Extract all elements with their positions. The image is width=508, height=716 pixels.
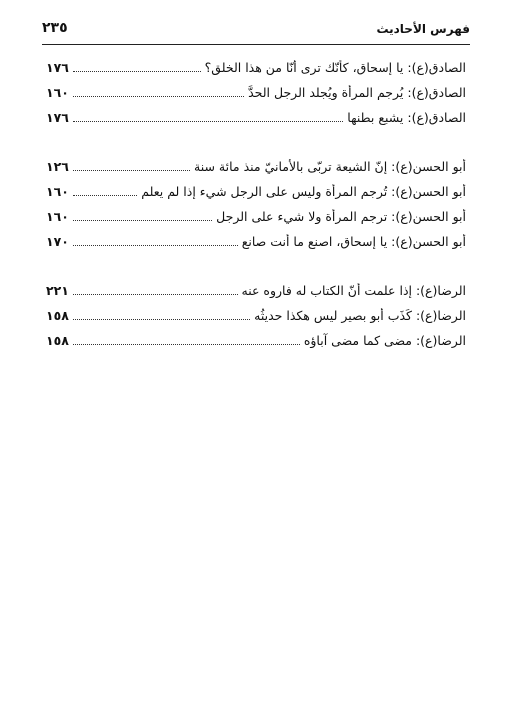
dot-leader <box>73 344 300 345</box>
entry-text: الصادق(ع): يشبع بطنها <box>347 110 466 125</box>
dot-leader <box>73 220 212 221</box>
entry-text: الرضا(ع): إذا علمت أنّ الكتاب له فاروه عنه <box>241 283 466 298</box>
index-entry <box>46 110 466 135</box>
entry-page: ١٧٦ <box>46 110 69 125</box>
page-title: فهرس الأحاديث <box>376 22 470 36</box>
dot-leader <box>73 294 238 295</box>
dot-leader <box>73 71 201 72</box>
entry-text: أبو الحسن(ع): إنّ الشيعة تربّى بالأمانيّ منذ مائة سنة <box>194 159 466 174</box>
index-entry <box>46 60 466 85</box>
index-entry <box>46 85 466 110</box>
entry-page: ١٦٠ <box>46 184 69 199</box>
entry-page: ١٦٠ <box>46 209 69 224</box>
header-rule <box>42 44 470 45</box>
entry-page: ١٥٨ <box>46 333 69 348</box>
entry-text: الرضا(ع): كَذَب أبو بصير ليس هكذا حديثُه <box>254 308 466 323</box>
entry-page: ١٥٨ <box>46 308 69 323</box>
entry-text: الصادق(ع): يا إسحاق، كأنّك ترى أنّا من هذا الخلق؟ <box>204 60 466 75</box>
entry-page: ٢٢١ <box>46 283 69 298</box>
index-entry <box>46 308 466 333</box>
entry-page: ١٦٠ <box>46 85 69 100</box>
entry-text: أبو الحسن(ع): يا إسحاق، اصنع ما أنت صانع <box>241 234 466 249</box>
dot-leader <box>73 96 244 97</box>
index-group-rida <box>46 283 466 358</box>
entry-text: أبو الحسن(ع): تُرجم المرأة وليس على الرجل شيء إذا لم يعلم <box>141 184 466 199</box>
hadith-index <box>46 60 466 382</box>
index-entry <box>46 209 466 234</box>
dot-leader <box>73 121 343 122</box>
index-entry <box>46 234 466 259</box>
index-entry <box>46 283 466 308</box>
entry-page: ١٢٦ <box>46 159 69 174</box>
entry-text: الصادق(ع): يُرجم المرأة ويُجلد الرجل الحدَّ <box>248 85 466 100</box>
page-number: ٢٣٥ <box>42 20 68 36</box>
page-header <box>42 20 470 42</box>
entry-page: ١٧٦ <box>46 60 69 75</box>
dot-leader <box>73 195 137 196</box>
entry-text: الرضا(ع): مضى كما مضى آباؤه <box>303 333 466 348</box>
entry-page: ١٧٠ <box>46 234 69 249</box>
dot-leader <box>73 319 250 320</box>
index-entry <box>46 184 466 209</box>
entry-text: أبو الحسن(ع): ترجم المرأة ولا شيء على الرجل <box>216 209 466 224</box>
index-entry <box>46 333 466 358</box>
index-group-abu-al-hasan <box>46 159 466 259</box>
index-group-sadiq <box>46 60 466 135</box>
index-entry <box>46 159 466 184</box>
dot-leader <box>73 245 238 246</box>
dot-leader <box>73 170 190 171</box>
